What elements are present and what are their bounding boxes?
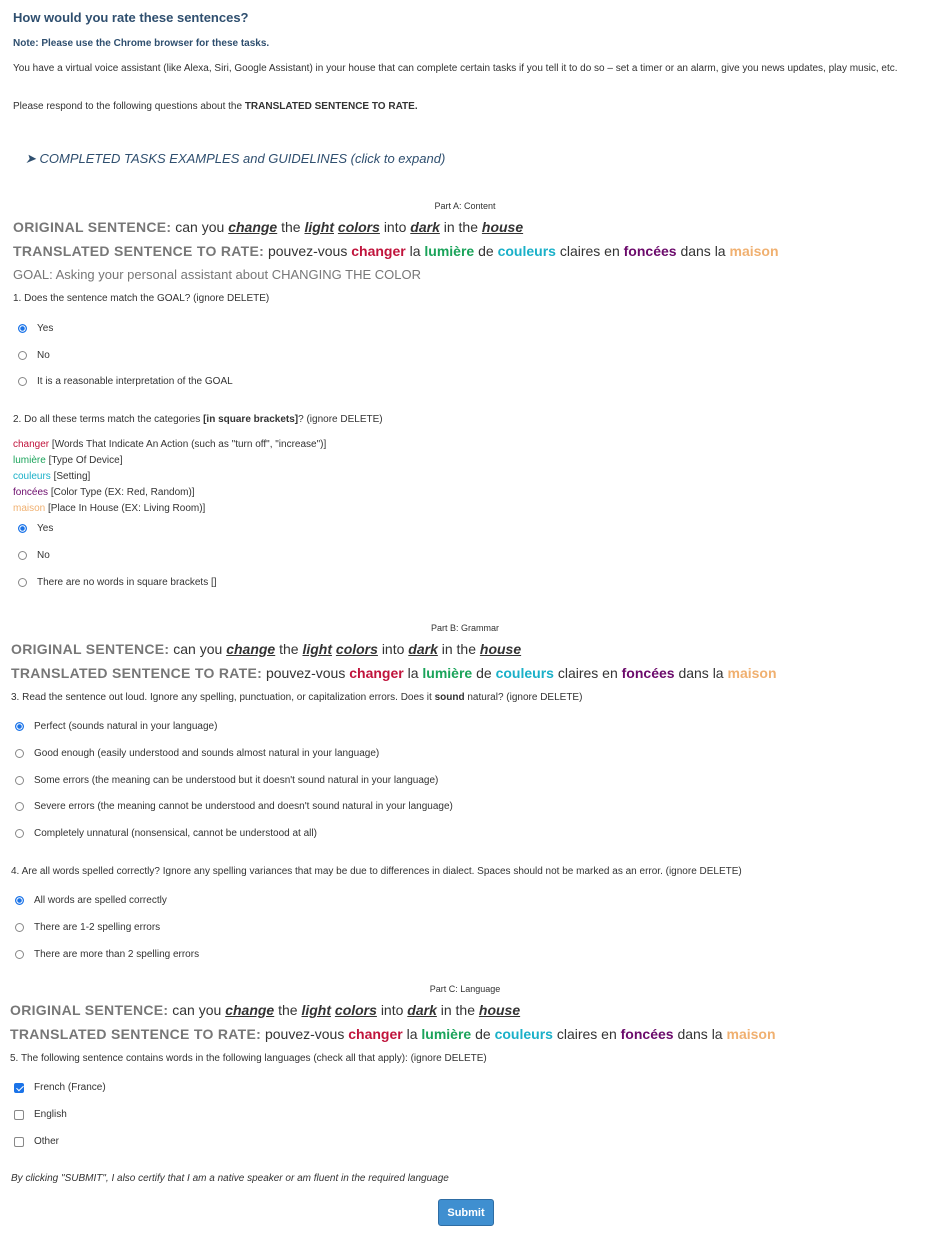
radio-button[interactable] [18, 377, 27, 386]
checkbox[interactable] [14, 1137, 24, 1147]
q3-option-good[interactable]: Good enough (easily understood and sounds almost natural in your language) [15, 748, 379, 759]
radio-button[interactable] [15, 802, 24, 811]
translated-sentence: TRANSLATED SENTENCE TO RATE: pouvez-vous changer la lumière de couleurs claires en foncées dans la maison [13, 243, 779, 259]
respond-instructions: Please respond to the following questions about the TRANSLATED SENTENCE TO RATE. [13, 101, 418, 112]
term-row: maison [Place In House (EX: Living Room)] [13, 503, 206, 514]
radio-button[interactable] [15, 722, 24, 731]
question-2: 2. Do all these terms match the categories [in square brackets]? (ignore DELETE) [13, 414, 383, 425]
radio-button[interactable] [18, 524, 27, 533]
goal-text: GOAL: Asking your personal assistant about CHANGING THE COLOR [13, 267, 421, 282]
q3-option-severe[interactable]: Severe errors (the meaning cannot be understood and doesn't sound natural in your language) [15, 801, 453, 812]
part-c-title: Part C: Language [429, 984, 501, 994]
q4-option-correct[interactable]: All words are spelled correctly [15, 895, 167, 906]
q5-option-french[interactable]: French (France) [14, 1082, 106, 1093]
term-row: foncées [Color Type (EX: Red, Random)] [13, 487, 195, 498]
question-5: 5. The following sentence contains words in the following languages (check all that apply): (ignore DELETE) [10, 1053, 487, 1064]
radio-button[interactable] [15, 829, 24, 838]
certification-text: By clicking "SUBMIT", I also certify that I am a native speaker or am fluent in the required language [11, 1173, 449, 1184]
radio-button[interactable] [15, 749, 24, 758]
radio-button[interactable] [18, 351, 27, 360]
part-a-title: Part A: Content [434, 201, 496, 211]
q2-option-no[interactable]: No [18, 550, 50, 561]
intro-text: You have a virtual voice assistant (like Alexa, Siri, Google Assistant) in your house that can complete certain tasks if you tell it to do so – set a timer or an alarm, give you news updates, play music, etc. [13, 63, 898, 74]
q4-option-1-2-errors[interactable]: There are 1-2 spelling errors [15, 922, 160, 933]
original-sentence: ORIGINAL SENTENCE: can you change the light colors into dark in the house [11, 641, 522, 657]
translated-sentence: TRANSLATED SENTENCE TO RATE: pouvez-vous changer la lumière de couleurs claires en foncées dans la maison [10, 1026, 776, 1042]
browser-note: Note: Please use the Chrome browser for these tasks. [13, 38, 270, 49]
q4-option-many-errors[interactable]: There are more than 2 spelling errors [15, 949, 199, 960]
q1-option-yes[interactable]: Yes [18, 323, 53, 334]
radio-button[interactable] [15, 950, 24, 959]
q5-option-other[interactable]: Other [14, 1136, 59, 1147]
checkbox[interactable] [14, 1083, 24, 1093]
term-row: lumière [Type Of Device] [13, 455, 123, 466]
question-1: 1. Does the sentence match the GOAL? (ignore DELETE) [13, 293, 270, 304]
original-sentence: ORIGINAL SENTENCE: can you change the light colors into dark in the house [10, 1002, 521, 1018]
q2-option-yes[interactable]: Yes [18, 523, 53, 534]
q3-option-perfect[interactable]: Perfect (sounds natural in your language) [15, 721, 217, 732]
translated-sentence: TRANSLATED SENTENCE TO RATE: pouvez-vous changer la lumière de couleurs claires en foncées dans la maison [11, 665, 777, 681]
page-title: How would you rate these sentences? [13, 10, 249, 25]
q1-option-no[interactable]: No [18, 350, 50, 361]
radio-button[interactable] [15, 896, 24, 905]
guidelines-toggle[interactable]: ➤ COMPLETED TASKS EXAMPLES and GUIDELINES (click to expand) [25, 151, 446, 166]
radio-button[interactable] [15, 923, 24, 932]
q1-option-reasonable[interactable]: It is a reasonable interpretation of the GOAL [18, 376, 233, 387]
q3-option-unnatural[interactable]: Completely unnatural (nonsensical, cannot be understood at all) [15, 828, 317, 839]
part-b-title: Part B: Grammar [430, 623, 499, 633]
question-3: 3. Read the sentence out loud. Ignore any spelling, punctuation, or capitalization errors. Does it sound natural? (ignore DELETE) [11, 692, 583, 703]
original-sentence: ORIGINAL SENTENCE: can you change the light colors into dark in the house [13, 219, 524, 235]
submit-button[interactable]: Submit [438, 1199, 494, 1226]
q5-option-english[interactable]: English [14, 1109, 67, 1120]
radio-button[interactable] [18, 324, 27, 333]
term-row: changer [Words That Indicate An Action (such as "turn off", "increase")] [13, 439, 327, 450]
q3-option-some-errors[interactable]: Some errors (the meaning can be understood but it doesn't sound natural in your language) [15, 775, 438, 786]
question-4: 4. Are all words spelled correctly? Ignore any spelling variances that may be due to differences in dialect. Spaces should not be marked as an error. (ignore DELETE) [11, 866, 742, 877]
q2-option-no-brackets[interactable]: There are no words in square brackets [] [18, 577, 217, 588]
checkbox[interactable] [14, 1110, 24, 1120]
term-row: couleurs [Setting] [13, 471, 91, 482]
radio-button[interactable] [15, 776, 24, 785]
term-list [13, 437, 326, 517]
radio-button[interactable] [18, 578, 27, 587]
radio-button[interactable] [18, 551, 27, 560]
